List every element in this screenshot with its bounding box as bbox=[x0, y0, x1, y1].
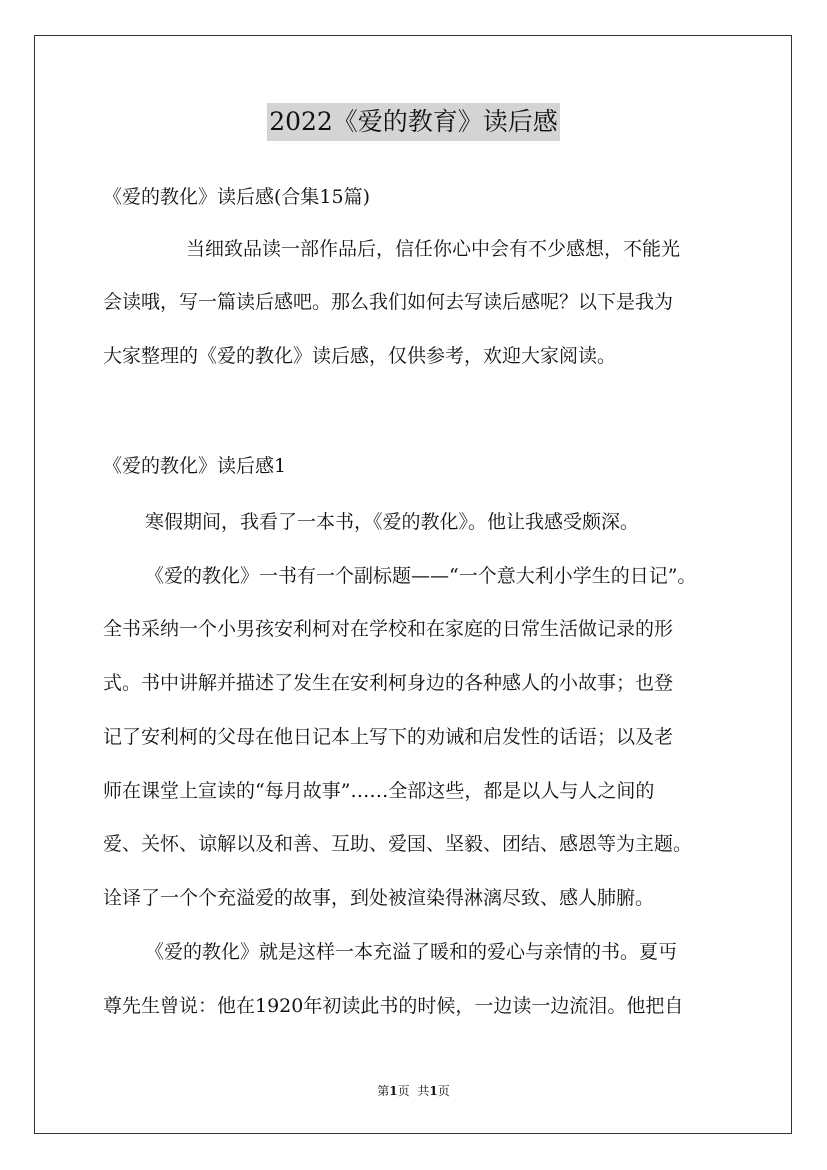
footer-total-pages: 1 bbox=[429, 1084, 438, 1098]
page-footer bbox=[0, 1083, 827, 1099]
intro-line: 大家整理的《爱的教化》读后感，仅供参考，欢迎大家阅读。 bbox=[103, 345, 617, 367]
document-title-wrap bbox=[0, 103, 827, 141]
section-heading: 《爱的教化》读后感1 bbox=[103, 455, 287, 477]
body-line: 尊先生曾说：他在1920年初读此书的时候，一边读一边流泪。他把自 bbox=[103, 995, 684, 1017]
body-line: 《爱的教化》一书有一个副标题——“一个意大利小学生的日记”。 bbox=[145, 565, 697, 587]
body-line: 记了安利柯的父母在他日记本上写下的劝诫和启发性的话语；以及老 bbox=[103, 726, 674, 748]
footer-total-prefix: 共 bbox=[417, 1084, 430, 1098]
footer-page-prefix: 第 bbox=[377, 1084, 390, 1098]
footer-total-suffix: 页 bbox=[437, 1084, 450, 1098]
intro-line: 当细致品读一部作品后，信任你心中会有不少感想，不能光 bbox=[186, 238, 681, 260]
footer-page-number: 1 bbox=[389, 1084, 398, 1098]
body-line: 全书采纳一个小男孩安利柯对在学校和在家庭的日常生活做记录的形 bbox=[103, 618, 674, 640]
footer-page-suffix: 页 bbox=[397, 1084, 410, 1098]
body-line: 师在课堂上宣读的“每月故事”……全部这些，都是以人与人之间的 bbox=[103, 780, 655, 802]
intro-line: 会读哦，写一篇读后感吧。那么我们如何去写读后感呢？以下是我为 bbox=[103, 291, 674, 313]
body-line: 式。书中讲解并描述了发生在安利柯身边的各种感人的小故事；也登 bbox=[103, 672, 674, 694]
body-line: 爱、关怀、谅解以及和善、互助、爱国、坚毅、团结、感恩等为主题。 bbox=[103, 833, 693, 855]
document-title: 2022《爱的教育》读后感 bbox=[267, 103, 560, 141]
body-line: 诠译了一个个充溢爱的故事，到处被渲染得淋漓尽致、感人肺腑。 bbox=[103, 887, 655, 909]
body-line: 《爱的教化》就是这样一本充溢了暖和的爱心与亲情的书。夏丏 bbox=[145, 941, 678, 963]
body-line: 寒假期间，我看了一本书，《爱的教化》。他让我感受颇深。 bbox=[145, 511, 640, 533]
subtitle: 《爱的教化》读后感(合集15篇) bbox=[103, 186, 371, 208]
